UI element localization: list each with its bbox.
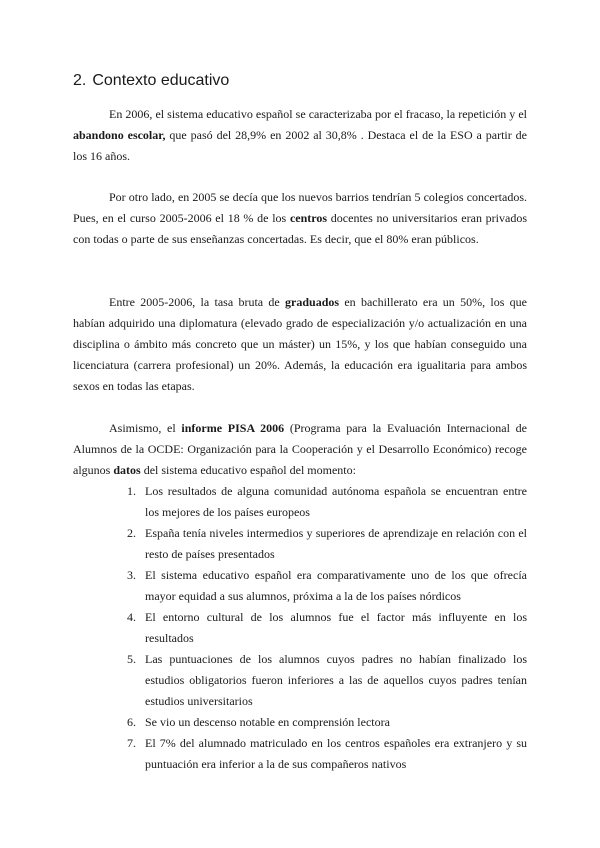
list-number: 6. bbox=[127, 715, 136, 729]
bold-term: graduados bbox=[285, 295, 340, 309]
list-item bbox=[73, 712, 527, 733]
list-number: 7. bbox=[127, 736, 136, 750]
text-run: Entre 2005-2006, la tasa bruta de bbox=[109, 295, 286, 309]
list-item bbox=[73, 607, 527, 649]
text-run: que pasó del 28,9% en 2002 al 30,8% . Destaca el de la ESO a partir de los 16 años. bbox=[73, 128, 528, 163]
list-number: 3. bbox=[127, 568, 136, 582]
list-number: 4. bbox=[127, 610, 136, 624]
list-item bbox=[73, 523, 527, 565]
list-item bbox=[73, 733, 527, 775]
paragraph-pisa bbox=[73, 418, 527, 481]
list-number: 1. bbox=[127, 484, 136, 498]
section-title: Contexto educativo bbox=[92, 72, 230, 89]
text-run: docentes no universitarios eran privados con todas o parte de sus enseñanzas concertadas. Es decir, que el 80% eran públicos. bbox=[73, 211, 527, 246]
list-text: El entorno cultural de los alumnos fue el factor más influyente en los resultados bbox=[145, 610, 527, 645]
list-text: Se vio un descenso notable en comprensión lectora bbox=[145, 715, 390, 729]
text-run: en bachillerato era un 50%, los que habían adquirido una diplomatura (elevado grado de especialización y/o actualización en una disciplina o ámbito más concreto que un máster) un 15%, y los que habían conseguido una licenciatura (carrera profesional) un 20%. Además, la educación era igualitaria para ambos sexos en todas las etapas. bbox=[73, 295, 528, 393]
list-text: El sistema educativo español era comparativamente uno de los que ofrecía mayor equidad a sus alumnos, próxima a la de los países nórdicos bbox=[145, 568, 527, 603]
text-run: En 2006, el sistema educativo español se caracterizaba por el fracaso, la repetición y el bbox=[109, 107, 527, 121]
paragraph-abandono bbox=[73, 104, 527, 167]
bold-term: centros bbox=[289, 211, 328, 225]
list-number: 2. bbox=[127, 526, 136, 540]
paragraph-centros bbox=[73, 187, 527, 250]
bold-term: abandono escolar, bbox=[73, 128, 166, 142]
list-number: 5. bbox=[127, 652, 136, 666]
bold-term: informe PISA 2006 bbox=[181, 421, 285, 435]
text-run: (Programa para la Evaluación Internacional de Alumnos de la OCDE: Organización para la Cooperación y el Desarrollo Económico) recoge algunos bbox=[73, 421, 527, 477]
list-item bbox=[73, 649, 527, 712]
text-run: del sistema educativo español del momento: bbox=[140, 463, 356, 477]
paragraph-graduados bbox=[73, 292, 527, 397]
list-text: España tenía niveles intermedios y superiores de aprendizaje en relación con el resto de países presentados bbox=[145, 526, 527, 561]
bold-term: datos bbox=[113, 463, 141, 477]
section-heading bbox=[73, 72, 229, 90]
text-run: Por otro lado, en 2005 se decía que los nuevos barrios tendrían 5 colegios concertados. Pues, en el curso 2005-2006 el 18 % de los bbox=[73, 190, 527, 225]
list-text: Las puntuaciones de los alumnos cuyos padres no habían finalizado los estudios obligatorios fueron inferiores a las de aquellos cuyos padres tenían estudios universitarios bbox=[145, 652, 527, 708]
list-item bbox=[73, 565, 527, 607]
list-text: Los resultados de alguna comunidad autónoma española se encuentran entre los mejores de los países europeos bbox=[145, 484, 527, 519]
text-run: Asimismo, el bbox=[109, 421, 182, 435]
pisa-findings-list bbox=[73, 481, 527, 775]
section-number: 2. bbox=[73, 72, 87, 89]
list-text: El 7% del alumnado matriculado en los centros españoles era extranjero y su puntuación era inferior a la de sus compañeros nativos bbox=[145, 736, 527, 771]
list-item bbox=[73, 481, 527, 523]
